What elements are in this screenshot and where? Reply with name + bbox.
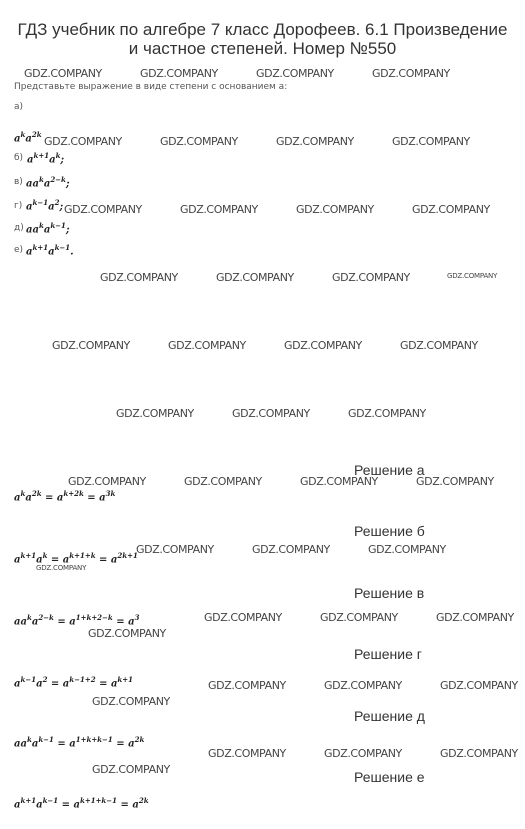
- math-exponent: k−1: [38, 735, 54, 744]
- task-expression: [14, 130, 42, 144]
- watermark-text: GDZ.COMPANY: [184, 475, 262, 488]
- math-exponent: 2: [54, 198, 60, 207]
- math-exponent: k−1+2: [69, 675, 96, 684]
- watermark-text: GDZ.COMPANY: [68, 475, 146, 488]
- watermark-text: GDZ.COMPANY: [100, 271, 178, 284]
- math-exponent: k+1: [20, 551, 37, 560]
- math-base: a: [110, 678, 118, 690]
- math-exponent: k−1: [20, 675, 37, 684]
- math-exponent: k−1: [54, 243, 71, 252]
- watermark-text: GDZ.COMPANY: [180, 203, 258, 216]
- math-base: a: [36, 678, 43, 690]
- watermark-text: GDZ.COMPANY: [252, 543, 330, 556]
- math-base: a: [62, 678, 70, 690]
- math-base: a: [36, 799, 43, 811]
- math-exponent: 2−k: [50, 175, 66, 184]
- math-exponent: k: [20, 489, 26, 498]
- math-operator: =: [53, 738, 70, 750]
- solution-heading: Решение г: [354, 646, 422, 662]
- watermark-text: GDZ.COMPANY: [140, 67, 218, 80]
- solution-heading: Решение б: [354, 523, 425, 539]
- math-operator: =: [112, 738, 129, 750]
- solution-heading: Решение д: [354, 708, 425, 724]
- watermark-text: GDZ.COMPANY: [324, 679, 402, 692]
- math-operator: =: [117, 799, 133, 811]
- task-expression: [26, 221, 70, 235]
- task-label: д): [14, 223, 24, 233]
- watermark-text-small: GDZ.COMPANY: [447, 272, 498, 280]
- math-exponent: 3k: [105, 489, 116, 498]
- math-exponent: k: [38, 221, 44, 230]
- math-base: a: [69, 616, 76, 628]
- watermark-text: GDZ.COMPANY: [392, 135, 470, 148]
- math-base: a: [26, 246, 33, 258]
- math-base: a: [14, 678, 21, 690]
- math-exponent: k−1: [42, 796, 59, 805]
- math-exponent: k+1+k: [69, 551, 96, 560]
- math-base: a: [25, 133, 32, 145]
- math-base: a: [69, 738, 76, 750]
- task-expression: [26, 243, 74, 257]
- watermark-text: GDZ.COMPANY: [88, 627, 166, 640]
- solution-equation: [14, 489, 115, 503]
- task-punctuation: ;: [65, 224, 70, 236]
- solution-equation: [14, 613, 139, 627]
- math-exponent: 1+k+2−k: [75, 613, 113, 622]
- math-base: a: [20, 738, 27, 750]
- page-title: [0, 20, 525, 58]
- math-exponent: k+2k: [63, 489, 84, 498]
- watermark-text: GDZ.COMPANY: [300, 475, 378, 488]
- watermark-text: GDZ.COMPANY: [368, 543, 446, 556]
- math-base: a: [26, 201, 33, 213]
- watermark-text: GDZ.COMPANY: [284, 339, 362, 352]
- math-exponent: 2k: [31, 130, 42, 139]
- task-punctuation: ;: [59, 201, 64, 213]
- math-base: a: [26, 224, 33, 236]
- math-exponent: k: [42, 551, 48, 560]
- math-exponent: k+1: [33, 151, 50, 160]
- task-prompt: Представьте выражение в виде степени с основанием a:: [14, 82, 288, 92]
- watermark-text: GDZ.COMPANY: [400, 339, 478, 352]
- watermark-text: GDZ.COMPANY: [440, 747, 518, 760]
- math-exponent: 2k+1: [117, 551, 138, 560]
- math-exponent: 1+k+k−1: [75, 735, 113, 744]
- math-base: a: [73, 799, 80, 811]
- watermark-text: GDZ.COMPANY: [208, 679, 286, 692]
- task-punctuation: ;: [60, 154, 65, 166]
- math-base: a: [32, 178, 39, 190]
- watermark-text: GDZ.COMPANY: [92, 695, 170, 708]
- watermark-text: GDZ.COMPANY: [348, 407, 426, 420]
- math-exponent: 2k: [134, 735, 145, 744]
- watermark-text: GDZ.COMPANY: [52, 339, 130, 352]
- watermark-text: GDZ.COMPANY: [204, 611, 282, 624]
- math-base: a: [14, 738, 21, 750]
- task-label: а): [14, 102, 24, 112]
- math-base: a: [56, 492, 64, 504]
- math-base: a: [14, 133, 21, 145]
- page-title-line2: и частное степеней. Номер №550: [128, 39, 397, 58]
- math-operator: =: [95, 554, 111, 566]
- math-base: a: [14, 799, 21, 811]
- math-base: a: [14, 554, 21, 566]
- watermark-text: GDZ.COMPANY: [320, 611, 398, 624]
- math-exponent: k: [26, 735, 32, 744]
- page-title-line1: ГДЗ учебник по алгебре 7 класс Дорофеев. 6.1 Произведение: [17, 20, 508, 39]
- math-operator: =: [47, 554, 63, 566]
- solution-equation: [14, 735, 144, 749]
- watermark-text: GDZ.COMPANY: [440, 679, 518, 692]
- solution-equation: [14, 675, 133, 689]
- watermark-text: GDZ.COMPANY: [64, 203, 142, 216]
- math-operator: =: [95, 678, 111, 690]
- math-base: a: [49, 154, 56, 166]
- watermark-text: GDZ.COMPANY: [216, 271, 294, 284]
- math-base: a: [43, 224, 51, 236]
- math-base: a: [26, 178, 33, 190]
- watermark-text: GDZ.COMPANY: [256, 67, 334, 80]
- math-base: a: [32, 224, 39, 236]
- math-base: a: [36, 554, 43, 566]
- math-operator: =: [112, 616, 129, 628]
- solution-heading: Решение е: [354, 769, 425, 785]
- math-base: a: [128, 616, 135, 628]
- math-base: a: [27, 154, 34, 166]
- math-base: a: [48, 246, 55, 258]
- math-base: a: [62, 554, 70, 566]
- math-exponent: k+1+k−1: [79, 796, 118, 805]
- math-exponent: k: [55, 151, 61, 160]
- math-base: a: [14, 492, 21, 504]
- math-base: a: [128, 738, 135, 750]
- math-exponent: 2: [42, 675, 48, 684]
- task-label: в): [14, 177, 23, 187]
- task-label: е): [14, 245, 24, 255]
- math-base: a: [25, 492, 32, 504]
- watermark-text: GDZ.COMPANY: [412, 203, 490, 216]
- solution-heading: Решение в: [354, 585, 425, 601]
- watermark-text: GDZ.COMPANY: [332, 271, 410, 284]
- math-base: a: [14, 616, 21, 628]
- task-expression: [26, 198, 63, 212]
- math-exponent: k−1: [32, 198, 49, 207]
- solution-equation: [14, 551, 138, 565]
- math-exponent: k: [38, 175, 44, 184]
- task-expression: [27, 151, 64, 165]
- math-base: a: [31, 738, 39, 750]
- task-punctuation: ;: [65, 178, 70, 190]
- math-operator: =: [53, 616, 70, 628]
- math-base: a: [99, 492, 106, 504]
- task-punctuation: .: [70, 246, 74, 258]
- math-operator: =: [83, 492, 100, 504]
- math-exponent: k+1: [117, 675, 134, 684]
- watermark-text: GDZ.COMPANY: [116, 407, 194, 420]
- watermark-text: GDZ.COMPANY: [160, 135, 238, 148]
- watermark-text: GDZ.COMPANY: [168, 339, 246, 352]
- math-exponent: 2−k: [38, 613, 54, 622]
- math-base: a: [110, 554, 118, 566]
- watermark-text: GDZ.COMPANY: [416, 475, 494, 488]
- math-base: a: [48, 201, 55, 213]
- watermark-text: GDZ.COMPANY: [232, 407, 310, 420]
- math-operator: =: [47, 678, 63, 690]
- math-exponent: k: [20, 130, 26, 139]
- watermark-text: GDZ.COMPANY: [208, 747, 286, 760]
- math-base: a: [20, 616, 27, 628]
- math-exponent: 2k: [31, 489, 42, 498]
- watermark-text: GDZ.COMPANY: [136, 543, 214, 556]
- math-exponent: k: [26, 613, 32, 622]
- solution-heading: Решение а: [354, 462, 425, 478]
- math-exponent: k−1: [50, 221, 66, 230]
- math-base: a: [43, 178, 51, 190]
- task-label: г): [14, 201, 23, 211]
- task-label: б): [14, 153, 24, 163]
- math-operator: =: [58, 799, 74, 811]
- watermark-text: GDZ.COMPANY: [324, 747, 402, 760]
- math-base: a: [132, 799, 139, 811]
- watermark-text: GDZ.COMPANY: [296, 203, 374, 216]
- watermark-text: GDZ.COMPANY: [436, 611, 514, 624]
- watermark-text: GDZ.COMPANY: [44, 135, 122, 148]
- math-exponent: 3: [134, 613, 140, 622]
- math-exponent: 2k: [138, 796, 149, 805]
- math-operator: =: [41, 492, 57, 504]
- watermark-text: GDZ.COMPANY: [24, 67, 102, 80]
- math-base: a: [31, 616, 39, 628]
- watermark-text: GDZ.COMPANY: [92, 763, 170, 776]
- watermark-text: GDZ.COMPANY: [276, 135, 354, 148]
- math-exponent: k+1: [20, 796, 37, 805]
- watermark-text: GDZ.COMPANY: [372, 67, 450, 80]
- solution-equation: [14, 796, 149, 810]
- task-expression: [26, 175, 70, 189]
- math-exponent: k+1: [32, 243, 49, 252]
- watermark-text-small: GDZ.COMPANY: [36, 564, 87, 572]
